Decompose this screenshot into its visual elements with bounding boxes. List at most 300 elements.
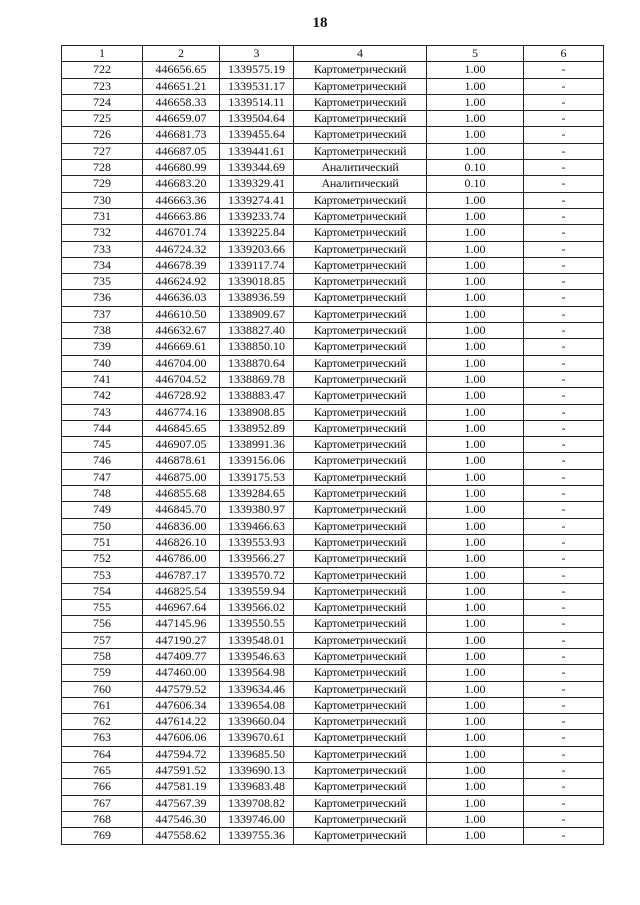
accuracy-cell: 1.00 xyxy=(427,274,524,290)
x-coordinate-cell: 447567.39 xyxy=(143,795,220,811)
accuracy-cell: 1.00 xyxy=(427,62,524,78)
method-cell: Картометрический xyxy=(294,616,427,632)
point-number-cell: 733 xyxy=(62,241,143,257)
method-cell: Картометрический xyxy=(294,567,427,583)
method-cell: Картометрический xyxy=(294,274,427,290)
point-number-cell: 757 xyxy=(62,632,143,648)
note-cell: - xyxy=(524,583,604,599)
note-cell: - xyxy=(524,453,604,469)
table-row xyxy=(62,388,604,404)
point-number-cell: 752 xyxy=(62,551,143,567)
accuracy-cell: 1.00 xyxy=(427,763,524,779)
y-coordinate-cell: 1339546.63 xyxy=(220,648,294,664)
note-cell: - xyxy=(524,665,604,681)
table-row xyxy=(62,665,604,681)
point-number-cell: 763 xyxy=(62,730,143,746)
column-header: 1 xyxy=(62,46,143,62)
note-cell: - xyxy=(524,502,604,518)
x-coordinate-cell: 446826.10 xyxy=(143,534,220,550)
table-row xyxy=(62,486,604,502)
point-number-cell: 732 xyxy=(62,225,143,241)
x-coordinate-cell: 446656.65 xyxy=(143,62,220,78)
method-cell: Картометрический xyxy=(294,290,427,306)
y-coordinate-cell: 1338952.89 xyxy=(220,420,294,436)
method-cell: Картометрический xyxy=(294,600,427,616)
table-row xyxy=(62,290,604,306)
note-cell: - xyxy=(524,567,604,583)
note-cell: - xyxy=(524,94,604,110)
x-coordinate-cell: 446787.17 xyxy=(143,567,220,583)
point-number-cell: 744 xyxy=(62,420,143,436)
table-row xyxy=(62,241,604,257)
x-coordinate-cell: 447409.77 xyxy=(143,648,220,664)
accuracy-cell: 1.00 xyxy=(427,779,524,795)
y-coordinate-cell: 1338870.64 xyxy=(220,355,294,371)
table-row xyxy=(62,567,604,583)
x-coordinate-cell: 446875.00 xyxy=(143,469,220,485)
note-cell: - xyxy=(524,78,604,94)
y-coordinate-cell: 1339570.72 xyxy=(220,567,294,583)
accuracy-cell: 1.00 xyxy=(427,192,524,208)
method-cell: Картометрический xyxy=(294,94,427,110)
y-coordinate-cell: 1339564.98 xyxy=(220,665,294,681)
point-number-cell: 750 xyxy=(62,518,143,534)
y-coordinate-cell: 1339225.84 xyxy=(220,225,294,241)
note-cell: - xyxy=(524,274,604,290)
table-row xyxy=(62,176,604,192)
y-coordinate-cell: 1339559.94 xyxy=(220,583,294,599)
note-cell: - xyxy=(524,779,604,795)
accuracy-cell: 0.10 xyxy=(427,176,524,192)
x-coordinate-cell: 446907.05 xyxy=(143,437,220,453)
y-coordinate-cell: 1339284.65 xyxy=(220,486,294,502)
point-number-cell: 746 xyxy=(62,453,143,469)
x-coordinate-cell: 447591.52 xyxy=(143,763,220,779)
accuracy-cell: 1.00 xyxy=(427,453,524,469)
note-cell: - xyxy=(524,714,604,730)
table-row xyxy=(62,616,604,632)
point-number-cell: 730 xyxy=(62,192,143,208)
table-row xyxy=(62,78,604,94)
method-cell: Картометрический xyxy=(294,143,427,159)
method-cell: Картометрический xyxy=(294,208,427,224)
x-coordinate-cell: 446774.16 xyxy=(143,404,220,420)
x-coordinate-cell: 446659.07 xyxy=(143,111,220,127)
note-cell: - xyxy=(524,828,604,844)
accuracy-cell: 1.00 xyxy=(427,127,524,143)
accuracy-cell: 1.00 xyxy=(427,225,524,241)
method-cell: Картометрический xyxy=(294,665,427,681)
point-number-cell: 762 xyxy=(62,714,143,730)
note-cell: - xyxy=(524,160,604,176)
note-cell: - xyxy=(524,600,604,616)
note-cell: - xyxy=(524,241,604,257)
table-row xyxy=(62,111,604,127)
y-coordinate-cell: 1339203.66 xyxy=(220,241,294,257)
x-coordinate-cell: 446845.70 xyxy=(143,502,220,518)
accuracy-cell: 1.00 xyxy=(427,208,524,224)
note-cell: - xyxy=(524,518,604,534)
method-cell: Картометрический xyxy=(294,78,427,94)
point-number-cell: 756 xyxy=(62,616,143,632)
accuracy-cell: 1.00 xyxy=(427,746,524,762)
y-coordinate-cell: 1339575.19 xyxy=(220,62,294,78)
column-header: 5 xyxy=(427,46,524,62)
note-cell: - xyxy=(524,355,604,371)
accuracy-cell: 1.00 xyxy=(427,600,524,616)
y-coordinate-cell: 1339548.01 xyxy=(220,632,294,648)
y-coordinate-cell: 1339553.93 xyxy=(220,534,294,550)
note-cell: - xyxy=(524,763,604,779)
method-cell: Картометрический xyxy=(294,127,427,143)
table-row xyxy=(62,534,604,550)
y-coordinate-cell: 1339660.04 xyxy=(220,714,294,730)
x-coordinate-cell: 446855.68 xyxy=(143,486,220,502)
y-coordinate-cell: 1339566.02 xyxy=(220,600,294,616)
table-row xyxy=(62,811,604,827)
x-coordinate-cell: 446786.00 xyxy=(143,551,220,567)
note-cell: - xyxy=(524,143,604,159)
accuracy-cell: 1.00 xyxy=(427,371,524,387)
accuracy-cell: 1.00 xyxy=(427,437,524,453)
accuracy-cell: 1.00 xyxy=(427,730,524,746)
table-row xyxy=(62,795,604,811)
note-cell: - xyxy=(524,648,604,664)
accuracy-cell: 1.00 xyxy=(427,616,524,632)
table-row xyxy=(62,453,604,469)
y-coordinate-cell: 1339683.48 xyxy=(220,779,294,795)
table-row xyxy=(62,714,604,730)
point-number-cell: 722 xyxy=(62,62,143,78)
x-coordinate-cell: 447606.06 xyxy=(143,730,220,746)
point-number-cell: 753 xyxy=(62,567,143,583)
point-number-cell: 740 xyxy=(62,355,143,371)
point-number-cell: 759 xyxy=(62,665,143,681)
table-row xyxy=(62,62,604,78)
note-cell: - xyxy=(524,746,604,762)
x-coordinate-cell: 446878.61 xyxy=(143,453,220,469)
accuracy-cell: 1.00 xyxy=(427,469,524,485)
point-number-cell: 769 xyxy=(62,828,143,844)
method-cell: Картометрический xyxy=(294,355,427,371)
point-number-cell: 727 xyxy=(62,143,143,159)
y-coordinate-cell: 1339344.69 xyxy=(220,160,294,176)
point-number-cell: 736 xyxy=(62,290,143,306)
table-row xyxy=(62,600,604,616)
accuracy-cell: 1.00 xyxy=(427,486,524,502)
method-cell: Картометрический xyxy=(294,828,427,844)
table-row xyxy=(62,225,604,241)
table-row xyxy=(62,518,604,534)
table-row xyxy=(62,94,604,110)
note-cell: - xyxy=(524,632,604,648)
table-row xyxy=(62,404,604,420)
point-number-cell: 741 xyxy=(62,371,143,387)
x-coordinate-cell: 446658.33 xyxy=(143,94,220,110)
note-cell: - xyxy=(524,62,604,78)
table-row xyxy=(62,274,604,290)
x-coordinate-cell: 447558.62 xyxy=(143,828,220,844)
x-coordinate-cell: 446836.00 xyxy=(143,518,220,534)
y-coordinate-cell: 1339175.53 xyxy=(220,469,294,485)
x-coordinate-cell: 446845.65 xyxy=(143,420,220,436)
point-number-cell: 728 xyxy=(62,160,143,176)
method-cell: Картометрический xyxy=(294,534,427,550)
point-number-cell: 768 xyxy=(62,811,143,827)
x-coordinate-cell: 446701.74 xyxy=(143,225,220,241)
method-cell: Картометрический xyxy=(294,632,427,648)
x-coordinate-cell: 446624.92 xyxy=(143,274,220,290)
method-cell: Картометрический xyxy=(294,469,427,485)
point-number-cell: 723 xyxy=(62,78,143,94)
x-coordinate-cell: 446678.39 xyxy=(143,257,220,273)
y-coordinate-cell: 1339156.06 xyxy=(220,453,294,469)
y-coordinate-cell: 1338850.10 xyxy=(220,339,294,355)
point-number-cell: 724 xyxy=(62,94,143,110)
method-cell: Картометрический xyxy=(294,62,427,78)
y-coordinate-cell: 1339274.41 xyxy=(220,192,294,208)
accuracy-cell: 1.00 xyxy=(427,111,524,127)
point-number-cell: 754 xyxy=(62,583,143,599)
method-cell: Картометрический xyxy=(294,779,427,795)
x-coordinate-cell: 446636.03 xyxy=(143,290,220,306)
note-cell: - xyxy=(524,176,604,192)
y-coordinate-cell: 1338827.40 xyxy=(220,323,294,339)
x-coordinate-cell: 446825.54 xyxy=(143,583,220,599)
method-cell: Картометрический xyxy=(294,241,427,257)
table-body xyxy=(62,62,604,844)
x-coordinate-cell: 447460.00 xyxy=(143,665,220,681)
table-row xyxy=(62,339,604,355)
y-coordinate-cell: 1339531.17 xyxy=(220,78,294,94)
x-coordinate-cell: 447145.96 xyxy=(143,616,220,632)
method-cell: Картометрический xyxy=(294,437,427,453)
x-coordinate-cell: 447579.52 xyxy=(143,681,220,697)
x-coordinate-cell: 446704.00 xyxy=(143,355,220,371)
y-coordinate-cell: 1339634.46 xyxy=(220,681,294,697)
y-coordinate-cell: 1339455.64 xyxy=(220,127,294,143)
accuracy-cell: 1.00 xyxy=(427,795,524,811)
method-cell: Картометрический xyxy=(294,648,427,664)
table-row xyxy=(62,306,604,322)
x-coordinate-cell: 446663.86 xyxy=(143,208,220,224)
x-coordinate-cell: 446724.32 xyxy=(143,241,220,257)
note-cell: - xyxy=(524,697,604,713)
note-cell: - xyxy=(524,225,604,241)
accuracy-cell: 1.00 xyxy=(427,681,524,697)
x-coordinate-cell: 446704.52 xyxy=(143,371,220,387)
accuracy-cell: 1.00 xyxy=(427,567,524,583)
note-cell: - xyxy=(524,795,604,811)
method-cell: Картометрический xyxy=(294,371,427,387)
y-coordinate-cell: 1339380.97 xyxy=(220,502,294,518)
y-coordinate-cell: 1339018.85 xyxy=(220,274,294,290)
note-cell: - xyxy=(524,437,604,453)
table-row xyxy=(62,143,604,159)
x-coordinate-cell: 446680.99 xyxy=(143,160,220,176)
table-row xyxy=(62,208,604,224)
point-number-cell: 751 xyxy=(62,534,143,550)
method-cell: Картометрический xyxy=(294,388,427,404)
x-coordinate-cell: 447581.19 xyxy=(143,779,220,795)
x-coordinate-cell: 446610.50 xyxy=(143,306,220,322)
accuracy-cell: 1.00 xyxy=(427,583,524,599)
accuracy-cell: 1.00 xyxy=(427,241,524,257)
method-cell: Картометрический xyxy=(294,111,427,127)
table-row xyxy=(62,469,604,485)
table-row xyxy=(62,502,604,518)
y-coordinate-cell: 1339550.55 xyxy=(220,616,294,632)
note-cell: - xyxy=(524,306,604,322)
accuracy-cell: 1.00 xyxy=(427,665,524,681)
method-cell: Картометрический xyxy=(294,486,427,502)
y-coordinate-cell: 1338883.47 xyxy=(220,388,294,404)
point-number-cell: 760 xyxy=(62,681,143,697)
point-number-cell: 761 xyxy=(62,697,143,713)
accuracy-cell: 1.00 xyxy=(427,323,524,339)
y-coordinate-cell: 1339708.82 xyxy=(220,795,294,811)
accuracy-cell: 1.00 xyxy=(427,257,524,273)
table-row xyxy=(62,257,604,273)
accuracy-cell: 1.00 xyxy=(427,502,524,518)
note-cell: - xyxy=(524,681,604,697)
point-number-cell: 764 xyxy=(62,746,143,762)
method-cell: Картометрический xyxy=(294,339,427,355)
header-row xyxy=(62,46,604,62)
accuracy-cell: 1.00 xyxy=(427,534,524,550)
method-cell: Картометрический xyxy=(294,730,427,746)
table-row xyxy=(62,632,604,648)
note-cell: - xyxy=(524,339,604,355)
point-number-cell: 743 xyxy=(62,404,143,420)
y-coordinate-cell: 1339514.11 xyxy=(220,94,294,110)
y-coordinate-cell: 1339504.64 xyxy=(220,111,294,127)
accuracy-cell: 1.00 xyxy=(427,828,524,844)
table-row xyxy=(62,697,604,713)
x-coordinate-cell: 447614.22 xyxy=(143,714,220,730)
column-header: 2 xyxy=(143,46,220,62)
point-number-cell: 734 xyxy=(62,257,143,273)
table-row xyxy=(62,371,604,387)
x-coordinate-cell: 446663.36 xyxy=(143,192,220,208)
note-cell: - xyxy=(524,290,604,306)
point-number-cell: 737 xyxy=(62,306,143,322)
x-coordinate-cell: 447606.34 xyxy=(143,697,220,713)
column-header: 6 xyxy=(524,46,604,62)
accuracy-cell: 1.00 xyxy=(427,306,524,322)
accuracy-cell: 1.00 xyxy=(427,811,524,827)
x-coordinate-cell: 447190.27 xyxy=(143,632,220,648)
point-number-cell: 747 xyxy=(62,469,143,485)
accuracy-cell: 1.00 xyxy=(427,355,524,371)
accuracy-cell: 1.00 xyxy=(427,420,524,436)
table-row xyxy=(62,551,604,567)
table-row xyxy=(62,583,604,599)
method-cell: Картометрический xyxy=(294,323,427,339)
y-coordinate-cell: 1339441.61 xyxy=(220,143,294,159)
y-coordinate-cell: 1339690.13 xyxy=(220,763,294,779)
column-header: 4 xyxy=(294,46,427,62)
method-cell: Картометрический xyxy=(294,714,427,730)
note-cell: - xyxy=(524,551,604,567)
note-cell: - xyxy=(524,371,604,387)
point-number-cell: 729 xyxy=(62,176,143,192)
method-cell: Картометрический xyxy=(294,551,427,567)
accuracy-cell: 1.00 xyxy=(427,404,524,420)
x-coordinate-cell: 446632.67 xyxy=(143,323,220,339)
x-coordinate-cell: 446651.21 xyxy=(143,78,220,94)
table-row xyxy=(62,730,604,746)
method-cell: Картометрический xyxy=(294,257,427,273)
y-coordinate-cell: 1339466.63 xyxy=(220,518,294,534)
accuracy-cell: 1.00 xyxy=(427,648,524,664)
point-number-cell: 749 xyxy=(62,502,143,518)
method-cell: Картометрический xyxy=(294,697,427,713)
x-coordinate-cell: 446967.64 xyxy=(143,600,220,616)
note-cell: - xyxy=(524,404,604,420)
point-number-cell: 739 xyxy=(62,339,143,355)
method-cell: Картометрический xyxy=(294,811,427,827)
point-number-cell: 738 xyxy=(62,323,143,339)
y-coordinate-cell: 1339233.74 xyxy=(220,208,294,224)
y-coordinate-cell: 1338991.36 xyxy=(220,437,294,453)
table-row xyxy=(62,160,604,176)
y-coordinate-cell: 1339566.27 xyxy=(220,551,294,567)
y-coordinate-cell: 1338908.85 xyxy=(220,404,294,420)
note-cell: - xyxy=(524,208,604,224)
x-coordinate-cell: 447594.72 xyxy=(143,746,220,762)
y-coordinate-cell: 1339329.41 xyxy=(220,176,294,192)
point-number-cell: 767 xyxy=(62,795,143,811)
accuracy-cell: 1.00 xyxy=(427,518,524,534)
table-row xyxy=(62,355,604,371)
accuracy-cell: 1.00 xyxy=(427,697,524,713)
method-cell: Картометрический xyxy=(294,225,427,241)
table-row xyxy=(62,681,604,697)
accuracy-cell: 1.00 xyxy=(427,551,524,567)
table-row xyxy=(62,192,604,208)
table-row xyxy=(62,763,604,779)
accuracy-cell: 1.00 xyxy=(427,632,524,648)
point-number-cell: 735 xyxy=(62,274,143,290)
x-coordinate-cell: 446687.05 xyxy=(143,143,220,159)
y-coordinate-cell: 1339670.61 xyxy=(220,730,294,746)
method-cell: Картометрический xyxy=(294,681,427,697)
method-cell: Картометрический xyxy=(294,795,427,811)
table-row xyxy=(62,420,604,436)
note-cell: - xyxy=(524,469,604,485)
point-number-cell: 725 xyxy=(62,111,143,127)
note-cell: - xyxy=(524,192,604,208)
note-cell: - xyxy=(524,534,604,550)
accuracy-cell: 1.00 xyxy=(427,78,524,94)
table-row xyxy=(62,746,604,762)
point-number-cell: 765 xyxy=(62,763,143,779)
y-coordinate-cell: 1338869.78 xyxy=(220,371,294,387)
point-number-cell: 726 xyxy=(62,127,143,143)
accuracy-cell: 1.00 xyxy=(427,339,524,355)
y-coordinate-cell: 1339117.74 xyxy=(220,257,294,273)
table-row xyxy=(62,828,604,844)
method-cell: Картометрический xyxy=(294,502,427,518)
table-row xyxy=(62,127,604,143)
y-coordinate-cell: 1339755.36 xyxy=(220,828,294,844)
y-coordinate-cell: 1338909.67 xyxy=(220,306,294,322)
method-cell: Картометрический xyxy=(294,192,427,208)
method-cell: Картометрический xyxy=(294,583,427,599)
point-number-cell: 731 xyxy=(62,208,143,224)
note-cell: - xyxy=(524,486,604,502)
